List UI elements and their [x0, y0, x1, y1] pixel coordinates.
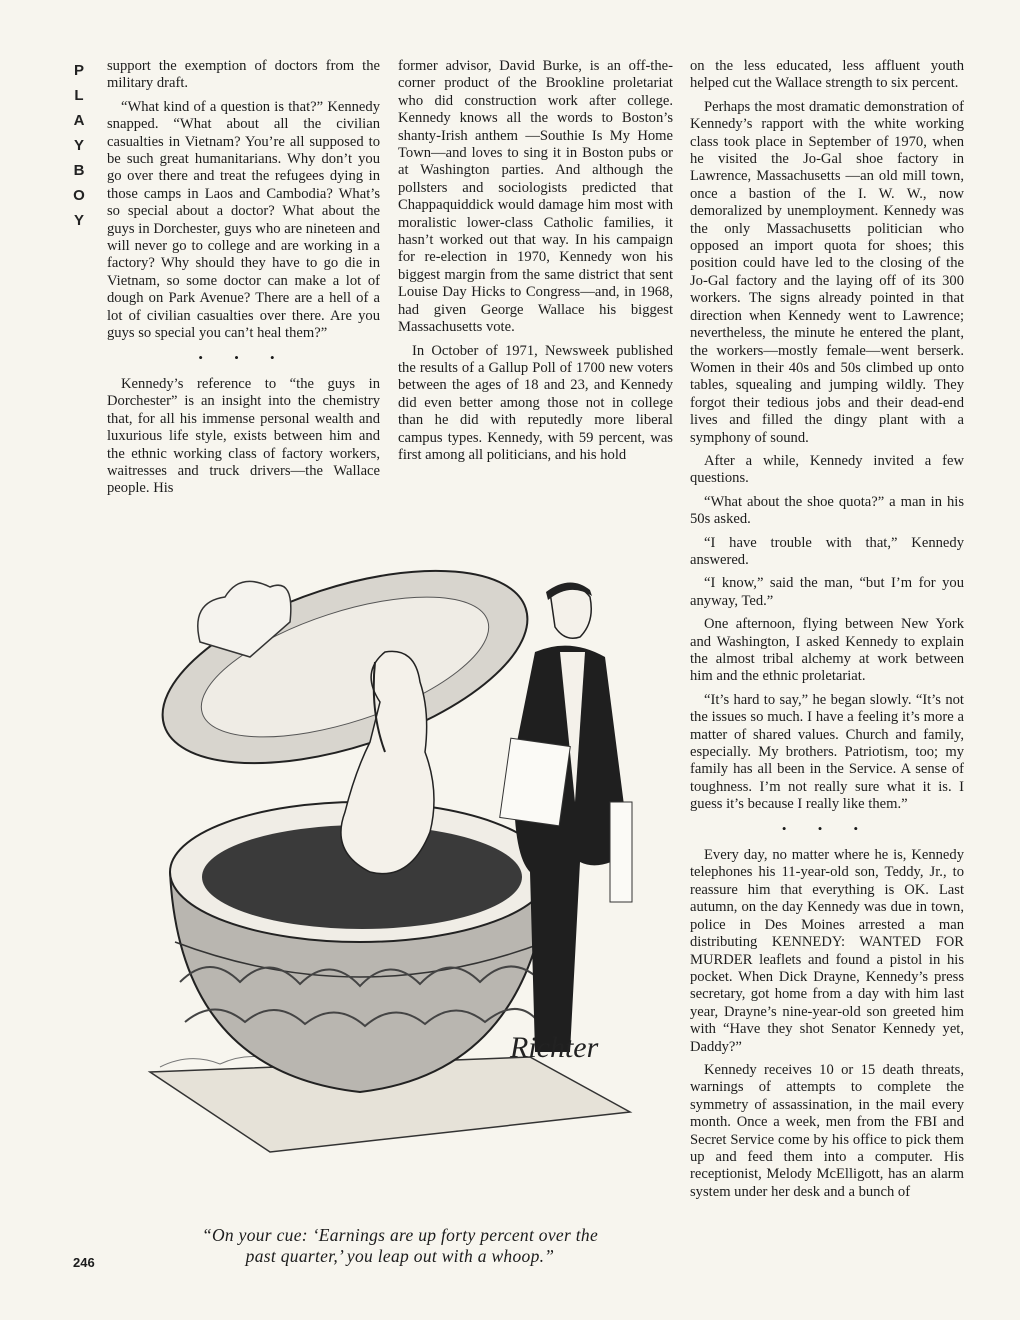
paragraph: Perhaps the most dramatic demonstration of Kennedy’s rapport with the white working class took place in September of 1970, when he visited the Jo-Gal shoe factory in Lawrence, Massachusetts —an old mill town, once a bastion of the I. W. W., now demoralized by unemployment. Kennedy was the only Massachusetts politician who opposed an import quota for shoes; this position could have led to the closing of the Jo-Gal factory and the laying off of its 300 workers. The signs already pointed in that direction when Kennedy went to Lawrence; nevertheless, the minute he entered the plant, the workers—mostly female—went berserk. Women in their 40s and 50s climbed up onto tables, squealing and jumping wildly. They forgot their tedious jobs and their dead-end lives and filled the dingy plant with a symphony of sound.: [690, 98, 964, 446]
page-number: 246: [73, 1255, 95, 1270]
article-column-1: [107, 58, 380, 504]
side-letter: Y: [73, 137, 84, 154]
paragraph: One afternoon, flying between New York and Washington, I asked Kennedy to explain the almost tribal alchemy at work between him and the ethnic proletariat.: [690, 616, 964, 685]
artist-signature: Richter: [510, 1031, 599, 1064]
magazine-side-title: [68, 58, 90, 233]
article-column-2: [398, 58, 673, 470]
paragraph: In October of 1971, Newsweek published the results of a Gallup Poll of 1700 new voters between the ages of 18 and 23, and Kennedy did even better among those not in college than he did with reputedly more liberal campus types. Kennedy, with 59 percent, was first among all politicians, and his hold: [398, 342, 673, 463]
section-break: • • •: [781, 820, 873, 836]
paragraph: former advisor, David Burke, is an off-the-corner product of the Brookline proletariat who did construction work after college. Kennedy knows all the words to Boston’s shanty-Irish anthem —Southie Is My Home Town—and loves to sing it in Boston pubs or at Washington parties. And although the pollsters and sociologists predicted that Chappaquiddick would damage him most with moralistic lower-class Catholic families, it hasn’t worked out that way. In his campaign for re-election in 1970, Kennedy won his biggest margin from the same district that sent Louise Day Hicks to Congress—and, in 1968, had given George Wallace his biggest Massachusetts vote.: [398, 58, 673, 336]
paragraph: support the exemption of doctors from the military draft.: [107, 58, 380, 92]
side-letter: P: [73, 62, 84, 79]
waiter-towel: [610, 802, 632, 902]
article-column-3: [690, 58, 964, 1207]
paragraph: on the less educated, less affluent youth helped cut the Wallace strength to six percent.: [690, 58, 964, 92]
side-letter: Y: [73, 212, 84, 229]
paragraph: “I have trouble with that,” Kennedy answered.: [690, 534, 964, 568]
paragraph: Kennedy receives 10 or 15 death threats, warnings of attempts to complete the symmetry of assassination, in the mail every month. Once a week, men from the FBI and Secret Service come by his office to pick them up and feed them into a computer. His receptionist, Melody McElligott, has an alarm system under her desk and a bunch of: [690, 1061, 964, 1200]
side-letter: L: [74, 87, 84, 104]
waiter-paper: [500, 738, 571, 826]
paragraph: Every day, no matter where he is, Kennedy telephones his 11-year-old son, Teddy, Jr., to reassure him that everything is OK. Last autumn, on the day Kennedy was due in town, police in Des Moines arrested a man distributing KENNEDY: WANTED FOR MURDER leaflets and found a pistol in his pocket. When Dick Drayne, Kennedy’s press secretary, got home from a day with him last year, Drayne’s nine-year-old son greeted him with “Have they shot Senator Kennedy yet, Daddy?”: [690, 847, 964, 1055]
paragraph: “It’s hard to say,” he began slowly. “It’s not the issues so much. I have a feeling it’s more a matter of shared values. Church and family, especially. My brothers. Patriotism, too; my family has all been in the Service. A sense of toughness. I’m not really sure what it is. I guess it’s because I really like them.”: [690, 691, 964, 813]
paragraph: After a while, Kennedy invited a few questions.: [690, 452, 964, 487]
paragraph: Kennedy’s reference to “the guys in Dorchester” is an insight into the chemistry that, for all his immense personal wealth and luxurious life style, exists between him and the ethnic working class of factory workers, waitresses and truck drivers—the Wallace people. His: [107, 375, 380, 497]
side-letter: O: [73, 187, 85, 204]
caption-line: past quarter,’ you leap out with a whoop.”: [245, 1246, 555, 1266]
paragraph: “What kind of a question is that?” Kennedy snapped. “What about all the civilian casualties in Vietnam? You’re all supposed to be such great humanitarians. Why don’t you go over there and treat the refugees dying in those camps in Laos and Cambodia? What’s so special about a doctor? What about the guys in Dorchester, guys who are nineteen and will never go to college and are working in a factory? Why should they have to go die in Vietnam, so some doctor can make a lot of dough on Park Avenue? There are a hell of a lot of civilian casualties over there. Are you guys so special you can’t heal them?”: [107, 98, 380, 342]
caption-line: “On your cue: ‘Earnings are up forty percent over the: [201, 1225, 599, 1245]
paragraph: “I know,” said the man, “but I’m for you anyway, Ted.”: [690, 575, 964, 609]
section-break: • • •: [198, 349, 289, 365]
cartoon-caption: [120, 1225, 680, 1267]
paragraph: “What about the shoe quota?” a man in his 50s asked.: [690, 493, 964, 528]
side-letter: B: [73, 162, 85, 179]
cartoon-illustration: [130, 552, 670, 1212]
side-letter: A: [73, 112, 85, 129]
